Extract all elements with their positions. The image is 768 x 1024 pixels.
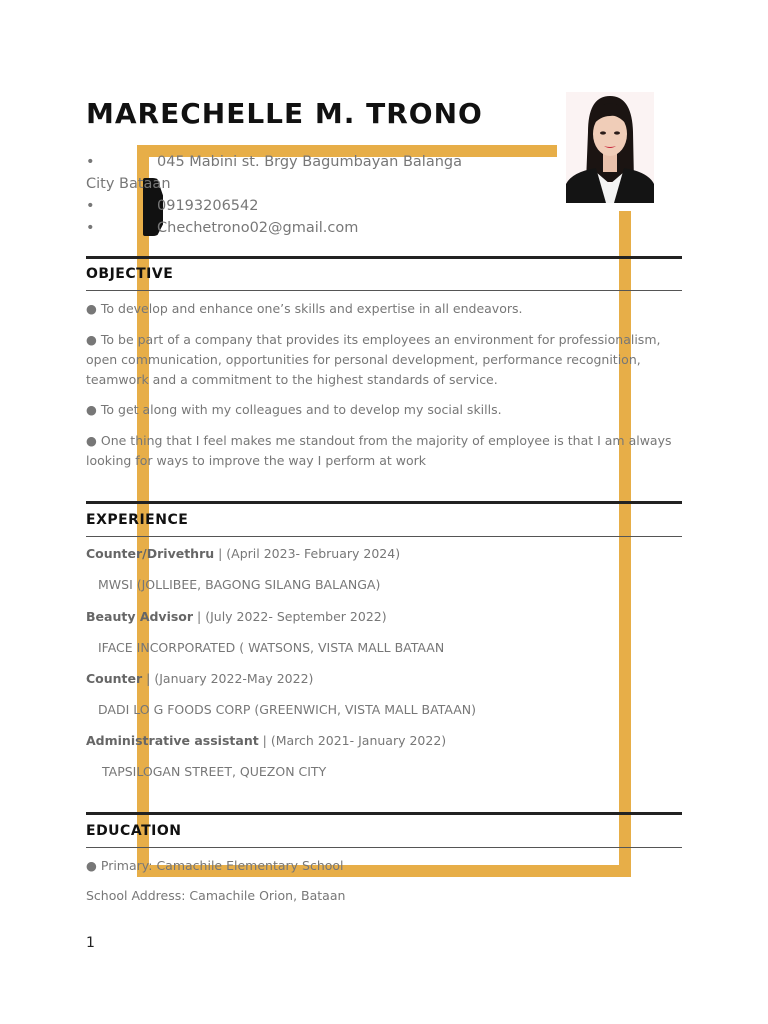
education-heading: EDUCATION [86, 823, 182, 839]
bullet: • [86, 154, 95, 170]
applicant-name: MARECHELLE M. TRONO [86, 97, 483, 130]
contact-address-line2 [86, 173, 566, 195]
profile-photo [566, 92, 654, 203]
job-title: Counter/Drivethru [86, 546, 215, 561]
education-address: School Address: Camachile Orion, Bataan [86, 888, 346, 903]
contact-phone-text: 09193206542 [157, 198, 259, 214]
page-number: 1 [86, 935, 95, 951]
job-title: Administrative assistant [86, 733, 259, 748]
objective-item: ● To get along with my colleagues and to develop my social skills. [86, 402, 502, 417]
section-divider-thin [86, 536, 682, 537]
job-dates: | (April 2023- February 2024) [214, 546, 401, 561]
contact-address-line1 [86, 151, 566, 173]
section-divider-thin [86, 847, 682, 848]
job-title-line [86, 731, 682, 751]
section-divider-thick [86, 812, 682, 815]
experience-heading: EXPERIENCE [86, 512, 189, 528]
job-company: IFACE INCORPORATED ( WATSONS, VISTA MALL BATAAN [98, 640, 445, 655]
contact-address-text: 045 Mabini st. Brgy Bagumbayan Balanga [157, 154, 462, 170]
job-dates: | (January 2022-May 2022) [142, 671, 314, 686]
job-title: Beauty Advisor [86, 609, 194, 624]
job-dates: | (July 2022- September 2022) [193, 609, 387, 624]
bullet: • [86, 220, 95, 236]
contact-address-text-cont: City Bataan [86, 176, 171, 192]
job-title-line [86, 669, 682, 689]
objective-heading: OBJECTIVE [86, 266, 174, 282]
objective-item: ● To be part of a company that provides its employees an environment for professionalism, open communication, opportunities for personal development, performance recognition, teamwork and a commitment to the highest standards of service. [86, 332, 661, 387]
section-divider-thin [86, 290, 682, 291]
objective-item: ● One thing that I feel makes me standout from the majority of employee is that I am always looking for ways to improve the way I perform at work [86, 433, 672, 468]
objective-item: ● To develop and enhance one’s skills and expertise in all endeavors. [86, 301, 523, 316]
job-title-line [86, 544, 682, 564]
section-divider-thick [86, 501, 682, 504]
job-title-line [86, 607, 682, 627]
job-company: DADI LO G FOODS CORP (GREENWICH, VISTA MALL BATAAN) [98, 702, 477, 717]
job-title: Counter [86, 671, 143, 686]
section-divider-thick [86, 256, 682, 259]
job-company: MWSI (JOLLIBEE, BAGONG SILANG BALANGA) [98, 577, 381, 592]
job-dates: | (March 2021- January 2022) [258, 733, 447, 748]
contact-email [86, 217, 566, 239]
contact-phone [86, 195, 566, 217]
education-primary: ● Primary: Camachile Elementary School [86, 858, 344, 873]
contact-info [86, 151, 566, 239]
job-company: TAPSILOGAN STREET, QUEZON CITY [98, 764, 327, 779]
contact-email-text: Chechetrono02@gmail.com [157, 220, 359, 236]
bullet: • [86, 198, 95, 214]
